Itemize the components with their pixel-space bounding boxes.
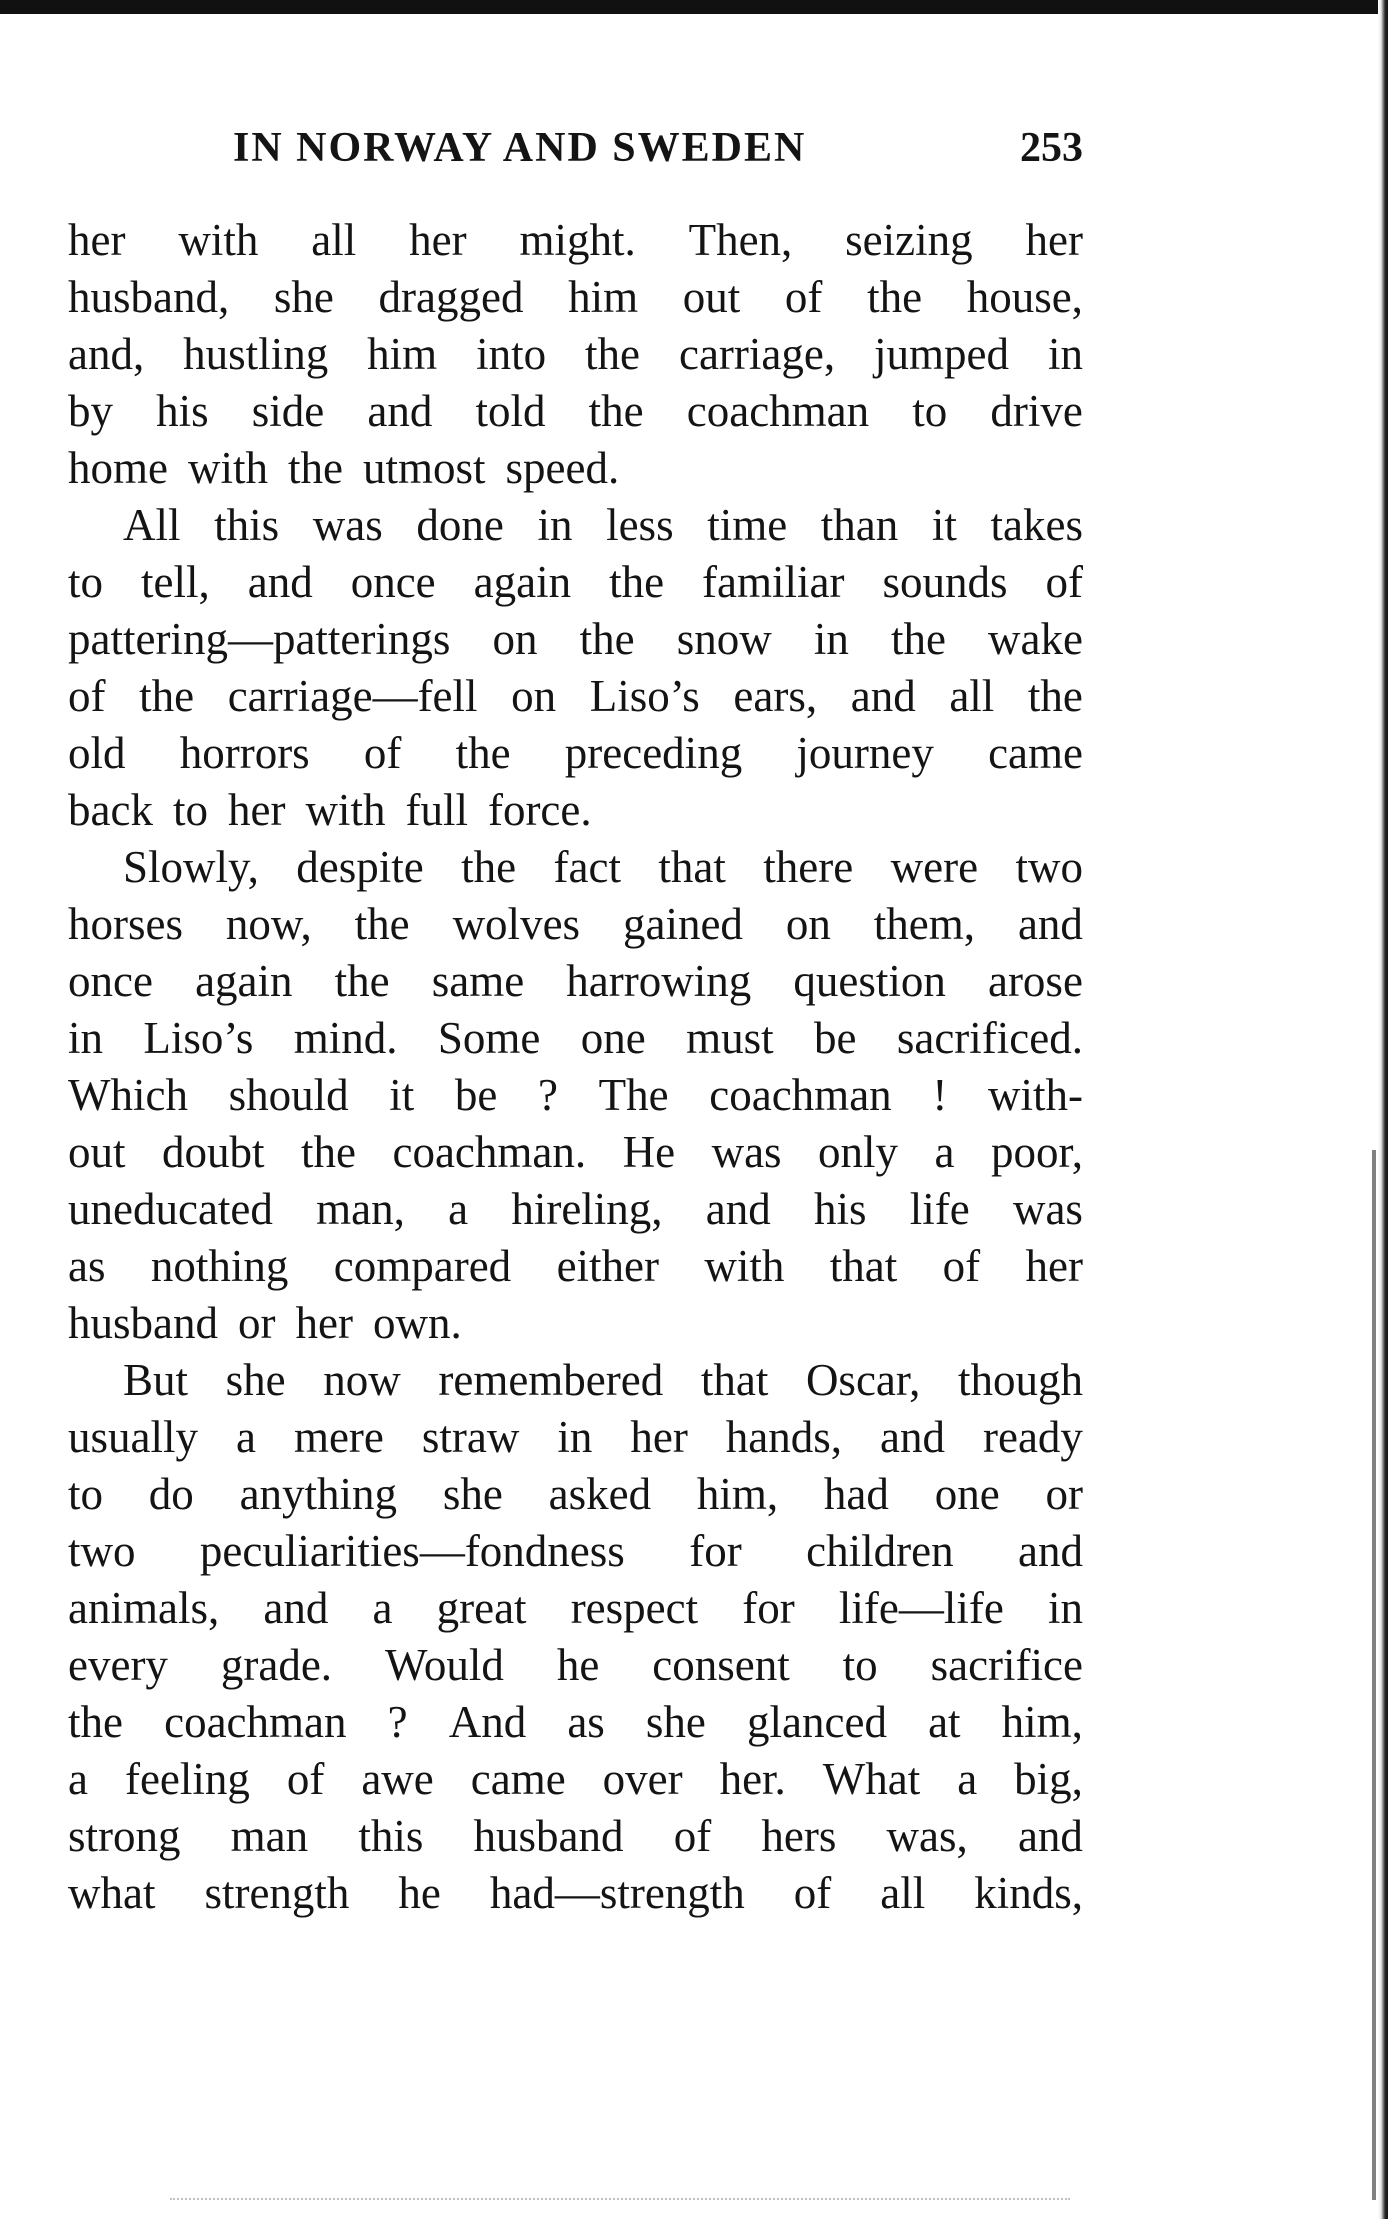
text-line bbox=[68, 1580, 1083, 1637]
word: What bbox=[822, 1754, 921, 1804]
word: with bbox=[305, 785, 386, 835]
word: asked bbox=[548, 1469, 652, 1519]
text-line bbox=[68, 1238, 1083, 1295]
word: speed. bbox=[505, 443, 620, 493]
word: But bbox=[123, 1355, 189, 1405]
word: she bbox=[273, 272, 334, 322]
word: doubt bbox=[162, 1127, 265, 1177]
word: snow bbox=[676, 614, 772, 664]
word: her bbox=[630, 1412, 688, 1462]
word: her bbox=[1025, 215, 1083, 265]
word: in bbox=[537, 500, 573, 550]
word: Slowly, bbox=[123, 842, 259, 892]
word: as bbox=[68, 1241, 106, 1291]
running-title: IN NORWAY AND SWEDEN bbox=[233, 125, 807, 171]
word: sacrifice bbox=[930, 1640, 1083, 1690]
word: Would bbox=[385, 1640, 504, 1690]
word: with bbox=[187, 443, 268, 493]
word: only bbox=[818, 1127, 899, 1177]
word: must bbox=[686, 1013, 774, 1063]
word: on bbox=[492, 614, 538, 664]
word: anything bbox=[239, 1469, 398, 1519]
text-line bbox=[68, 1808, 1083, 1865]
word: All bbox=[123, 500, 181, 550]
word: glanced bbox=[747, 1697, 887, 1747]
word: feeling bbox=[124, 1754, 250, 1804]
word: the bbox=[301, 1127, 356, 1177]
text-line bbox=[68, 1751, 1083, 1808]
word: she bbox=[645, 1697, 706, 1747]
text-line bbox=[68, 953, 1083, 1010]
word: kinds, bbox=[974, 1868, 1083, 1918]
word: her bbox=[295, 1298, 353, 1348]
word: of bbox=[286, 1754, 325, 1804]
word: And bbox=[448, 1697, 527, 1747]
word: him, bbox=[696, 1469, 779, 1519]
text-line bbox=[68, 212, 1083, 269]
word: poor, bbox=[991, 1127, 1083, 1177]
text-line bbox=[68, 896, 1083, 953]
word: full bbox=[405, 785, 468, 835]
word: he bbox=[556, 1640, 600, 1690]
text-line bbox=[68, 611, 1083, 668]
word: her. bbox=[719, 1754, 786, 1804]
word: seizing bbox=[845, 215, 973, 265]
word: by bbox=[68, 386, 113, 436]
word: despite bbox=[296, 842, 424, 892]
word: ready bbox=[983, 1412, 1083, 1462]
word: and bbox=[263, 1583, 329, 1633]
word: with- bbox=[987, 1070, 1083, 1120]
word: she bbox=[225, 1355, 286, 1405]
word: his bbox=[814, 1184, 867, 1234]
word: was bbox=[711, 1127, 782, 1177]
word: all bbox=[311, 215, 357, 265]
word: He bbox=[622, 1127, 676, 1177]
word: old bbox=[68, 728, 126, 778]
text-line bbox=[68, 1466, 1083, 1523]
word: mind. bbox=[293, 1013, 398, 1063]
word: the bbox=[588, 386, 644, 436]
word: straw bbox=[421, 1412, 520, 1462]
word: now bbox=[323, 1355, 401, 1405]
word: side bbox=[251, 386, 325, 436]
page-gutter-shadow bbox=[1372, 1150, 1376, 2200]
text-line bbox=[68, 1010, 1083, 1067]
text-line bbox=[68, 554, 1083, 611]
word: hers bbox=[761, 1811, 837, 1861]
word: a bbox=[235, 1412, 256, 1462]
word: husband bbox=[473, 1811, 624, 1861]
word: or bbox=[238, 1298, 276, 1348]
word: all bbox=[880, 1868, 926, 1918]
word: to bbox=[68, 1469, 104, 1519]
word: and bbox=[247, 557, 313, 607]
word: that bbox=[658, 842, 726, 892]
word: nothing bbox=[150, 1241, 289, 1291]
word: the bbox=[139, 671, 195, 721]
word: the bbox=[585, 329, 641, 379]
word: man, bbox=[316, 1184, 405, 1234]
word: into bbox=[476, 329, 547, 379]
word: peculiarities—fondness bbox=[199, 1526, 625, 1576]
word: husband, bbox=[68, 272, 230, 322]
word: animals, bbox=[68, 1583, 220, 1633]
word: came bbox=[988, 728, 1083, 778]
word: out bbox=[682, 272, 741, 322]
word: of bbox=[784, 272, 823, 322]
word: usually bbox=[68, 1412, 198, 1462]
word: the bbox=[890, 614, 946, 664]
word: was bbox=[1012, 1184, 1083, 1234]
text-line bbox=[68, 326, 1083, 383]
word: in bbox=[68, 1013, 104, 1063]
word: for bbox=[742, 1583, 795, 1633]
word: awe bbox=[361, 1754, 434, 1804]
word: the bbox=[461, 842, 517, 892]
word: husband bbox=[68, 1298, 218, 1348]
word: one bbox=[580, 1013, 646, 1063]
word: to bbox=[172, 785, 208, 835]
word: one bbox=[934, 1469, 1000, 1519]
word: was, bbox=[886, 1811, 968, 1861]
word: coachman bbox=[686, 386, 870, 436]
word: do bbox=[148, 1469, 194, 1519]
word: told bbox=[475, 386, 546, 436]
word: Then, bbox=[688, 215, 793, 265]
word: wake bbox=[988, 614, 1083, 664]
word: the bbox=[609, 557, 665, 607]
word: had bbox=[823, 1469, 889, 1519]
word: with bbox=[178, 215, 259, 265]
word: a bbox=[68, 1754, 88, 1804]
word: a bbox=[957, 1754, 978, 1804]
word: and bbox=[850, 671, 916, 721]
word: that bbox=[700, 1355, 769, 1405]
text-line bbox=[68, 383, 1083, 440]
word: carriage—fell bbox=[227, 671, 478, 721]
word: her bbox=[227, 785, 286, 835]
word: time bbox=[707, 500, 788, 550]
word: had—strength bbox=[489, 1868, 745, 1918]
word: and bbox=[880, 1412, 946, 1462]
word: man bbox=[230, 1811, 309, 1861]
word: a bbox=[934, 1127, 955, 1177]
word: his bbox=[156, 386, 209, 436]
word: for bbox=[689, 1526, 742, 1576]
word: remembered bbox=[438, 1355, 664, 1405]
word: sacrificed. bbox=[896, 1013, 1083, 1063]
word: came bbox=[470, 1754, 566, 1804]
word: it bbox=[389, 1070, 415, 1120]
word: ears, bbox=[733, 671, 818, 721]
word: great bbox=[436, 1583, 527, 1633]
word: familiar bbox=[702, 557, 845, 607]
word: over bbox=[602, 1754, 683, 1804]
word: again bbox=[473, 557, 572, 607]
word: harrowing bbox=[566, 956, 752, 1006]
word: less bbox=[606, 500, 674, 550]
word: him bbox=[568, 272, 639, 322]
word: of bbox=[363, 728, 402, 778]
word: should bbox=[228, 1070, 349, 1120]
word: in bbox=[813, 614, 849, 664]
running-head bbox=[68, 110, 1083, 190]
word: a bbox=[372, 1583, 393, 1633]
page-number: 253 bbox=[1020, 125, 1083, 171]
text-line bbox=[68, 1124, 1083, 1181]
word: them, bbox=[873, 899, 976, 949]
word: utmost bbox=[362, 443, 486, 493]
word: there bbox=[763, 842, 854, 892]
word: The bbox=[598, 1070, 669, 1120]
word: and bbox=[705, 1184, 771, 1234]
word: uneducated bbox=[68, 1184, 273, 1234]
word: horses bbox=[68, 899, 183, 949]
word: back bbox=[68, 785, 153, 835]
word: ? bbox=[387, 1697, 408, 1747]
word: him, bbox=[1001, 1697, 1083, 1747]
word: every bbox=[68, 1640, 168, 1690]
word: the bbox=[334, 956, 390, 1006]
word: or bbox=[1045, 1469, 1083, 1519]
text-line bbox=[68, 1523, 1083, 1580]
word: the bbox=[288, 443, 343, 493]
word: hustling bbox=[183, 329, 329, 379]
word: and bbox=[367, 386, 433, 436]
word: him bbox=[367, 329, 438, 379]
word: coachman bbox=[709, 1070, 892, 1120]
word: same bbox=[431, 956, 525, 1006]
text-line bbox=[68, 269, 1083, 326]
word: dragged bbox=[378, 272, 524, 322]
word: compared bbox=[333, 1241, 512, 1291]
word: and bbox=[1018, 1526, 1083, 1576]
word: either bbox=[556, 1241, 659, 1291]
word: in bbox=[557, 1412, 593, 1462]
word: the bbox=[354, 899, 410, 949]
word: pattering—patterings bbox=[68, 614, 451, 664]
word: were bbox=[890, 842, 979, 892]
text-line bbox=[68, 1409, 1083, 1466]
word: big, bbox=[1014, 1754, 1083, 1804]
word: of bbox=[793, 1868, 832, 1918]
word: be bbox=[814, 1013, 857, 1063]
word: children bbox=[806, 1526, 954, 1576]
word: gained bbox=[622, 899, 743, 949]
word: question bbox=[793, 956, 946, 1006]
word: her bbox=[409, 215, 467, 265]
text-line bbox=[68, 497, 1083, 554]
word: grade. bbox=[220, 1640, 333, 1690]
body-text bbox=[68, 212, 1083, 1922]
word: arose bbox=[987, 956, 1083, 1006]
word: hands, bbox=[725, 1412, 843, 1462]
word: Which bbox=[68, 1070, 188, 1120]
word: hireling, bbox=[511, 1184, 663, 1234]
bottom-edge-specks bbox=[170, 2198, 1070, 2202]
word: this bbox=[358, 1811, 424, 1861]
word: again bbox=[195, 956, 293, 1006]
text-line bbox=[68, 1637, 1083, 1694]
word: what bbox=[68, 1868, 156, 1918]
word: with bbox=[704, 1241, 785, 1291]
word: coachman. bbox=[392, 1127, 587, 1177]
word: and bbox=[1017, 1811, 1083, 1861]
word: home bbox=[68, 443, 168, 493]
page-right-edge bbox=[1378, 0, 1388, 2219]
word: the bbox=[68, 1697, 123, 1747]
word: and, bbox=[68, 329, 145, 379]
word: on bbox=[511, 671, 557, 721]
word: in bbox=[1047, 329, 1083, 379]
word: mere bbox=[293, 1412, 384, 1462]
word: this bbox=[214, 500, 280, 550]
word: of bbox=[68, 671, 106, 721]
word: her bbox=[1025, 1241, 1083, 1291]
word: tell, bbox=[141, 557, 210, 607]
word: once bbox=[350, 557, 436, 607]
word: strong bbox=[68, 1811, 181, 1861]
word: in bbox=[1047, 1583, 1083, 1633]
word: on bbox=[785, 899, 831, 949]
word: to bbox=[68, 557, 104, 607]
word: coachman bbox=[164, 1697, 347, 1747]
word: of bbox=[942, 1241, 981, 1291]
word: the bbox=[455, 728, 511, 778]
word: he bbox=[398, 1868, 441, 1918]
book-page bbox=[68, 110, 1083, 1922]
text-line bbox=[68, 1181, 1083, 1238]
word: the bbox=[1027, 671, 1083, 721]
word: though bbox=[957, 1355, 1083, 1405]
word: carriage, bbox=[678, 329, 836, 379]
word: now, bbox=[225, 899, 312, 949]
text-line bbox=[68, 668, 1083, 725]
text-line bbox=[68, 725, 1083, 782]
word: might. bbox=[519, 215, 636, 265]
word: it bbox=[931, 500, 957, 550]
word: Liso’s bbox=[589, 671, 700, 721]
word: be bbox=[454, 1070, 498, 1120]
word: to bbox=[912, 386, 948, 436]
word: done bbox=[416, 500, 504, 550]
word: as bbox=[567, 1697, 605, 1747]
word: once bbox=[68, 956, 153, 1006]
word: ! bbox=[932, 1070, 948, 1120]
word: of bbox=[673, 1811, 712, 1861]
word: jumped bbox=[874, 329, 1010, 379]
word: of bbox=[1045, 557, 1083, 607]
word: journey bbox=[796, 728, 934, 778]
text-line bbox=[68, 782, 1083, 839]
word: preceding bbox=[564, 728, 743, 778]
word: sounds bbox=[882, 557, 1008, 607]
word: strength bbox=[204, 1868, 350, 1918]
word: that bbox=[829, 1241, 898, 1291]
word: to bbox=[842, 1640, 878, 1690]
text-line bbox=[68, 839, 1083, 896]
word: life bbox=[909, 1184, 970, 1234]
word: at bbox=[928, 1697, 961, 1747]
word: two bbox=[1015, 842, 1083, 892]
word: the bbox=[579, 614, 635, 664]
word: respect bbox=[570, 1583, 699, 1633]
word: her bbox=[68, 215, 126, 265]
word: consent bbox=[652, 1640, 790, 1690]
text-line bbox=[68, 1865, 1083, 1922]
word: the bbox=[867, 272, 923, 322]
word: ? bbox=[538, 1070, 559, 1120]
word: Liso’s bbox=[143, 1013, 254, 1063]
word: Oscar, bbox=[805, 1355, 921, 1405]
word: force. bbox=[487, 785, 592, 835]
text-line bbox=[68, 1067, 1083, 1124]
word: than bbox=[820, 500, 899, 550]
word: horrors bbox=[179, 728, 310, 778]
text-line bbox=[68, 1694, 1083, 1751]
word: and bbox=[1017, 899, 1083, 949]
word: house, bbox=[966, 272, 1083, 322]
word: all bbox=[949, 671, 995, 721]
word: wolves bbox=[452, 899, 581, 949]
page-top-edge bbox=[0, 0, 1388, 14]
text-line bbox=[68, 440, 1083, 497]
word: fact bbox=[553, 842, 621, 892]
word: life—life bbox=[838, 1583, 1004, 1633]
word: out bbox=[68, 1127, 126, 1177]
text-line bbox=[68, 1295, 1083, 1352]
word: she bbox=[442, 1469, 503, 1519]
text-line bbox=[68, 1352, 1083, 1409]
word: own. bbox=[372, 1298, 462, 1348]
word: drive bbox=[990, 386, 1083, 436]
word: Some bbox=[437, 1013, 541, 1063]
word: takes bbox=[990, 500, 1083, 550]
word: a bbox=[448, 1184, 469, 1234]
word: was bbox=[312, 500, 383, 550]
word: two bbox=[68, 1526, 136, 1576]
